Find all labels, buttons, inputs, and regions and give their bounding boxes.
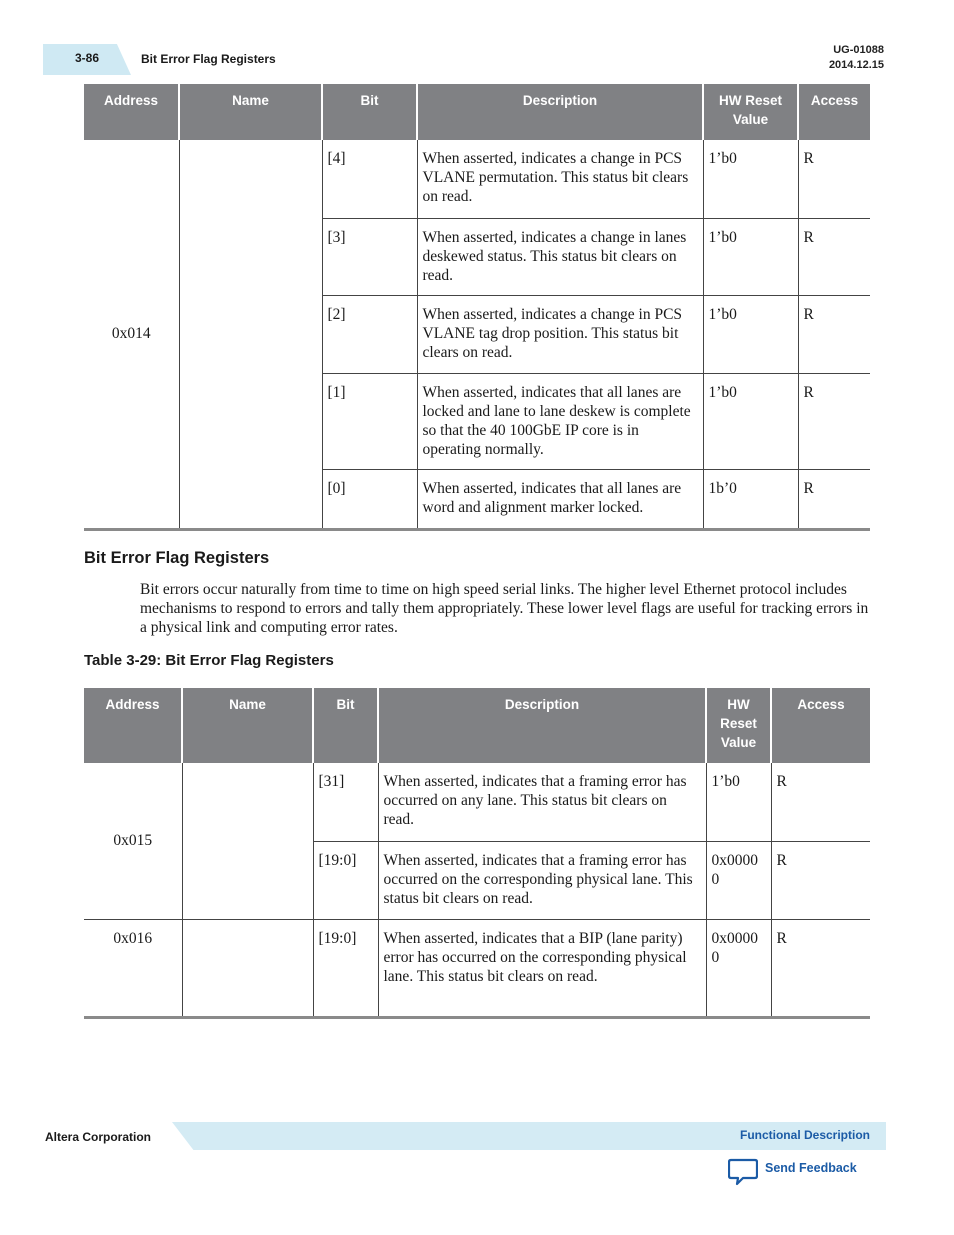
send-feedback-label: Send Feedback xyxy=(765,1161,857,1175)
bit-cell: [19:0] xyxy=(313,841,378,919)
bit-cell: [19:0] xyxy=(313,919,378,1017)
bit-error-flag-table xyxy=(84,688,870,1019)
col-header-bit: Bit xyxy=(322,84,417,140)
name-cell xyxy=(182,919,313,1017)
access-cell: R xyxy=(798,469,870,529)
reset-cell: 1’b0 xyxy=(706,763,771,841)
description-cell: When asserted, indicates that all lanes are word and alignment marker locked. xyxy=(417,469,703,529)
bit-cell: [3] xyxy=(322,218,417,295)
col-header-name: Name xyxy=(179,84,322,140)
reset-cell: 0x0000 0 xyxy=(706,919,771,1017)
name-cell xyxy=(179,140,322,529)
functional-description-link[interactable]: Functional Description xyxy=(739,1128,870,1142)
col-header-address: Address xyxy=(84,688,182,763)
bit-cell: [4] xyxy=(322,140,417,218)
col-header-name: Name xyxy=(182,688,313,763)
reset-cell: 1b’0 xyxy=(703,469,798,529)
address-cell: 0x015 xyxy=(113,832,153,850)
speech-bubble-icon xyxy=(728,1158,758,1186)
access-cell: R xyxy=(798,295,870,373)
name-cell xyxy=(182,763,313,919)
reset-cell: 1’b0 xyxy=(703,218,798,295)
bit-cell: [2] xyxy=(322,295,417,373)
section-heading: Bit Error Flag Registers xyxy=(84,549,270,567)
reset-cell: 1’b0 xyxy=(703,140,798,218)
running-header-title: Bit Error Flag Registers xyxy=(141,52,276,66)
doc-date: 2014.12.15 xyxy=(828,59,884,71)
table-row xyxy=(84,763,870,841)
table-row xyxy=(84,919,870,1017)
access-cell: R xyxy=(798,140,870,218)
col-header-reset: HW Reset Value xyxy=(706,688,771,763)
bit-cell: [1] xyxy=(322,373,417,469)
section-paragraph: Bit errors occur naturally from time to time on high speed serial links. The higher level Ethernet protocol includes mechanisms to respond to errors and tally them appropriately. These lower level flags are useful for tracking errors in a physical link and computing error rates. xyxy=(140,581,869,636)
page-number: 3-86 xyxy=(75,51,100,65)
register-table-continued xyxy=(84,84,870,531)
description-cell: When asserted, indicates that a BIP (lane parity) error has occurred on the corresponding physical lane. This status bit clears on read. xyxy=(378,919,706,1017)
col-header-access: Access xyxy=(798,84,870,140)
reset-cell: 1’b0 xyxy=(703,295,798,373)
bit-cell: [31] xyxy=(313,763,378,841)
description-cell: When asserted, indicates that a framing error has occurred on any lane. This status bit clears on read. xyxy=(378,763,706,841)
description-cell: When asserted, indicates a change in lanes deskewed status. This status bit clears on read. xyxy=(417,218,703,295)
access-cell: R xyxy=(771,763,870,841)
table-caption: Table 3-29: Bit Error Flag Registers xyxy=(84,652,334,669)
col-header-description: Description xyxy=(378,688,706,763)
description-cell: When asserted, indicates that a framing error has occurred on the corresponding physical lane. This status bit clears on read. xyxy=(378,841,706,919)
table-header-row xyxy=(84,84,870,140)
bit-cell: [0] xyxy=(322,469,417,529)
company-name: Altera Corporation xyxy=(45,1130,152,1144)
doc-id: UG-01088 xyxy=(833,44,884,56)
col-header-access: Access xyxy=(771,688,870,763)
reset-cell: 0x0000 0 xyxy=(706,841,771,919)
send-feedback-button[interactable] xyxy=(728,1158,868,1188)
access-cell: R xyxy=(798,218,870,295)
access-cell: R xyxy=(771,841,870,919)
address-cell: 0x014 xyxy=(84,140,179,529)
table-row xyxy=(84,140,870,218)
reset-cell: 1’b0 xyxy=(703,373,798,469)
address-cell: 0x016 xyxy=(84,919,182,1017)
col-header-description: Description xyxy=(417,84,703,140)
col-header-reset: HW Reset Value xyxy=(703,84,798,140)
access-cell: R xyxy=(798,373,870,469)
access-cell: R xyxy=(771,919,870,1017)
description-cell: When asserted, indicates a change in PCS VLANE permutation. This status bit clears on read. xyxy=(417,140,703,218)
description-cell: When asserted, indicates that all lanes are locked and lane to lane deskew is complete so that the 40 100GbE IP core is in operating normally. xyxy=(417,373,703,469)
col-header-address: Address xyxy=(84,84,179,140)
description-cell: When asserted, indicates a change in PCS VLANE tag drop position. This status bit clears on read. xyxy=(417,295,703,373)
table-header-row xyxy=(84,688,870,763)
doc-id-block xyxy=(829,43,884,73)
col-header-bit: Bit xyxy=(313,688,378,763)
